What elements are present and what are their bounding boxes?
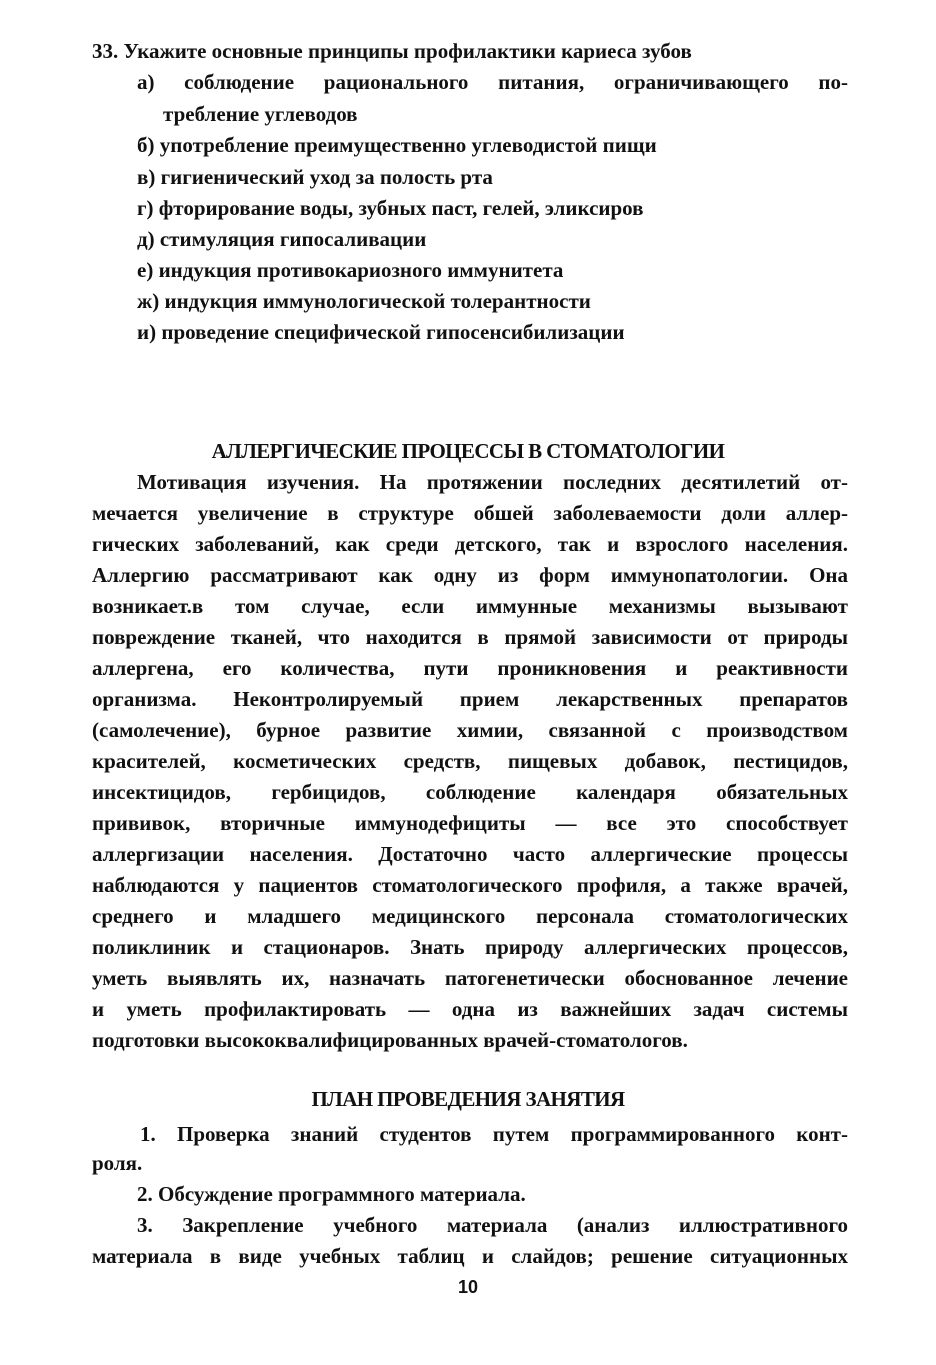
plan-item: 3. Закрепление учебного материала (анализ иллюстративного	[137, 1213, 848, 1237]
page-number: 10	[457, 1277, 479, 1297]
paragraph-line: инсектицидов, гербицидов, соблюдение календаря обязательных	[92, 780, 848, 804]
paragraph-line: гических заболеваний, как среди детского, так и взрослого населения.	[92, 532, 848, 556]
plan-heading: ПЛАН ПРОВЕДЕНИЯ ЗАНЯТИЯ	[311, 1087, 625, 1111]
paragraph-line: уметь выявлять их, назначать патогенетически обоснованное лечение	[92, 966, 848, 990]
plan-item: 2. Обсуждение программного материала.	[137, 1182, 526, 1206]
question-option: ж) индукция иммунологической толерантности	[137, 289, 591, 313]
question-option: б) употребление преимущественно углеводистой пищи	[137, 133, 657, 157]
question-title: 33. Укажите основные принципы профилактики кариеса зубов	[92, 39, 692, 63]
question-option: а) соблюдение рационального питания, ограничивающего по-	[137, 70, 848, 94]
paragraph-line: поликлиник и стационаров. Знать природу аллергических процессов,	[92, 935, 848, 959]
question-option: г) фторирование воды, зубных паст, гелей, эликсиров	[137, 196, 644, 220]
paragraph-line: прививок, вторичные иммунодефициты — все это способствует	[92, 811, 848, 835]
question-option: требление углеводов	[163, 102, 358, 126]
plan-item: 1. Проверка знаний студентов путем программированного конт-	[140, 1122, 848, 1146]
paragraph-line: наблюдаются у пациентов стоматологического профиля, а также врачей,	[92, 873, 848, 897]
plan-item: роля.	[92, 1151, 143, 1175]
paragraph-line: организма. Неконтролируемый прием лекарственных препаратов	[92, 687, 848, 711]
paragraph-line: Мотивация изучения. На протяжении последних десятилетий от-	[137, 470, 848, 494]
paragraph-line: подготовки высококвалифицированных врачей-стоматологов.	[92, 1028, 688, 1052]
question-option: д) стимуляция гипосаливации	[137, 227, 427, 251]
question-option: в) гигиенический уход за полость рта	[137, 165, 493, 189]
paragraph-line: мечается увеличение в структуре обшей заболеваемости доли аллер-	[92, 501, 848, 525]
paragraph-line: (самолечение), бурное развитие химии, связанной с производством	[92, 718, 848, 742]
question-option: е) индукция противокариозного иммунитета	[137, 258, 564, 282]
section-heading: АЛЛЕРГИЧЕСКИЕ ПРОЦЕССЫ В СТОМАТОЛОГИИ	[211, 439, 725, 463]
paragraph-line: повреждение тканей, что находится в прямой зависимости от природы	[92, 625, 848, 649]
paragraph-line: Аллергию рассматривают как одну из форм иммунопатологии. Она	[92, 563, 848, 587]
plan-item: материала в виде учебных таблиц и слайдов; решение ситуационных	[92, 1244, 848, 1268]
paragraph-line: среднего и младшего медицинского персонала стоматологических	[92, 904, 848, 928]
paragraph-line: аллергена, его количества, пути проникновения и реактивности	[92, 656, 848, 680]
paragraph-line: красителей, косметических средств, пищевых добавок, пестицидов,	[92, 749, 848, 773]
paragraph-line: и уметь профилактировать — одна из важнейших задач системы	[92, 997, 848, 1021]
paragraph-line: аллергизации населения. Достаточно часто аллергические процессы	[92, 842, 848, 866]
paragraph-line: возникает.в том случае, если иммунные механизмы вызывают	[92, 594, 848, 618]
question-option: и) проведение специфической гипосенсибилизации	[137, 320, 625, 344]
